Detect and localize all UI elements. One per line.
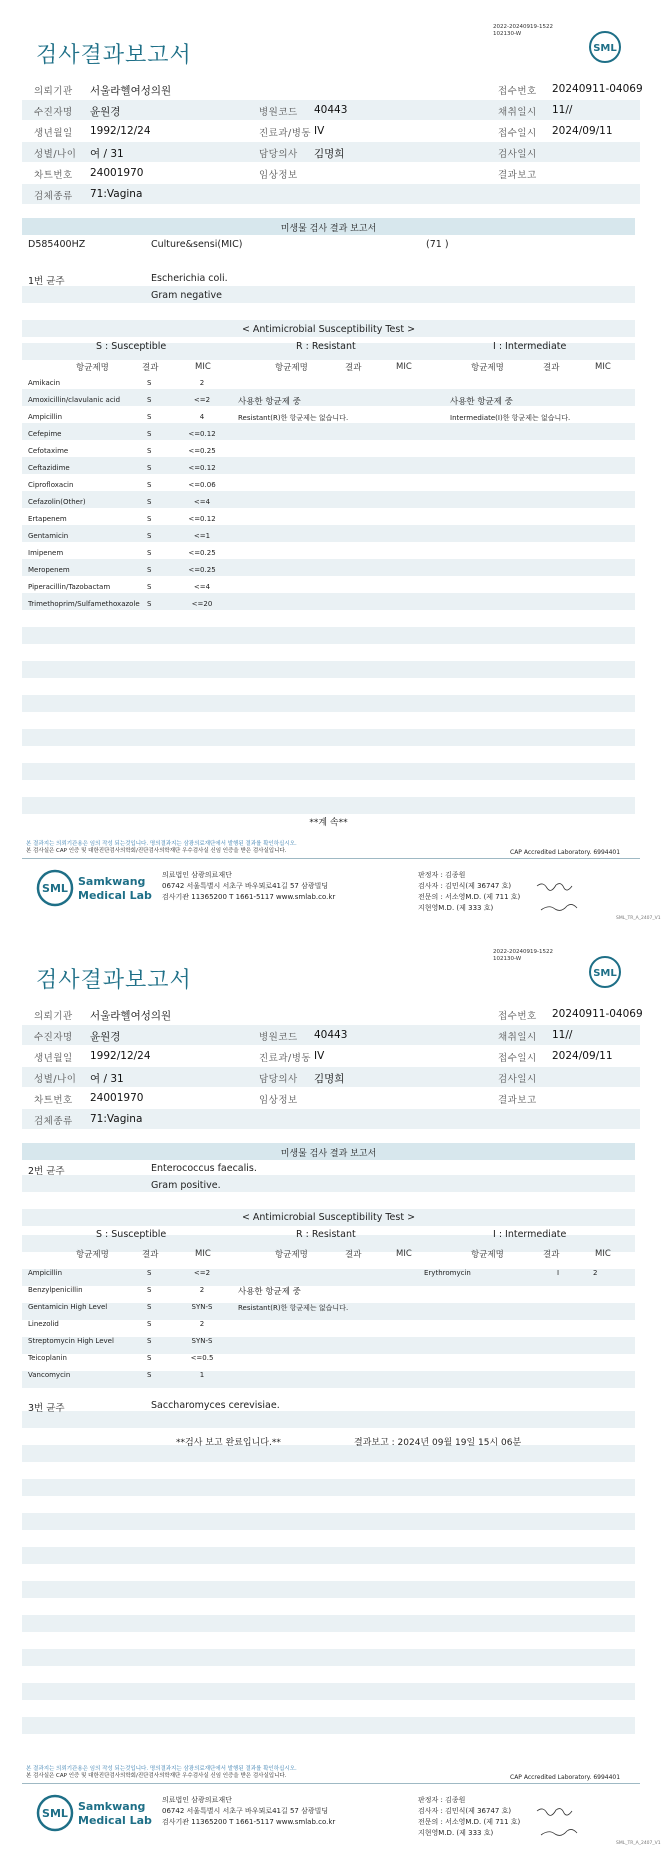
resistant-note: Resistant(R)한 항균제는 없습니다. bbox=[238, 414, 349, 422]
svg-text:SML: SML bbox=[593, 43, 617, 54]
recv-label: 접수일시 bbox=[498, 1053, 537, 1064]
ast-row-drug: Gentamicin High Level bbox=[28, 1303, 108, 1311]
address-line: 06742 서울특별시 서초구 바우뫼로41길 57 삼광빌딩 bbox=[162, 1807, 329, 1815]
doc-number-line-2: 102130-W bbox=[493, 31, 522, 37]
receipt-label: 접수번호 bbox=[498, 86, 537, 97]
col-result: 결과 bbox=[345, 363, 362, 373]
reporter-line: 판정자 : 김종원 bbox=[418, 1796, 466, 1804]
col-result: 결과 bbox=[142, 363, 159, 373]
ast-row-result: S bbox=[147, 515, 152, 523]
ast-row-drug: Amoxicillin/clavulanic acid bbox=[28, 396, 121, 404]
info-row-2 bbox=[22, 1025, 640, 1045]
continued-mark: **계 속** bbox=[309, 818, 348, 828]
ast-row-drug: Trimethoprim/Sulfamethoxazole bbox=[28, 600, 140, 608]
ast-row-drug: Ertapenem bbox=[28, 515, 67, 523]
legend-susceptible: S : Susceptible bbox=[96, 341, 167, 352]
specimen-label: 검체종류 bbox=[34, 1116, 73, 1127]
col-drug: 항균제명 bbox=[76, 1250, 109, 1260]
org-label: 의뢰기관 bbox=[34, 1011, 73, 1022]
test-method: Culture&sensi(MIC) bbox=[151, 239, 243, 250]
row-strip bbox=[22, 1615, 635, 1632]
legend-susceptible: S : Susceptible bbox=[96, 1229, 167, 1240]
doctor-value: 김명희 bbox=[314, 148, 345, 160]
ast-row-drug: Ceftazidime bbox=[28, 464, 70, 472]
svg-text:Samkwang: Samkwang bbox=[78, 1800, 146, 1813]
name-value: 윤원경 bbox=[90, 1031, 121, 1043]
document-number bbox=[493, 949, 553, 963]
report-heading: 미생물 검사 결과 보고서 bbox=[280, 224, 377, 234]
ast-row-result: S bbox=[147, 1320, 152, 1328]
row-strip bbox=[22, 1445, 635, 1462]
col-drug: 항균제명 bbox=[471, 1250, 504, 1260]
ast-row-mic: <=0.25 bbox=[188, 549, 216, 557]
ast-row-drug: Linezolid bbox=[28, 1320, 59, 1328]
col-result: 결과 bbox=[345, 1250, 362, 1260]
specimen-value: 71:Vagina bbox=[90, 1113, 143, 1125]
col-mic: MIC bbox=[396, 1249, 412, 1259]
recv-value: 2024/09/11 bbox=[552, 125, 613, 137]
doctor-label: 담당의사 bbox=[259, 1074, 298, 1085]
ast-row-drug: Cefepime bbox=[28, 430, 62, 438]
examiner-line: 검사자 : 김민식(제 36747 호) bbox=[418, 1807, 512, 1815]
result-report-time: 결과보고 : 2024년 09월 19일 15시 06분 bbox=[354, 1438, 522, 1448]
ast-row-result: S bbox=[147, 583, 152, 591]
col-mic: MIC bbox=[195, 362, 211, 372]
ast-title: < Antimicrobial Susceptibility Test > bbox=[241, 324, 416, 335]
svg-text:Medical Lab: Medical Lab bbox=[78, 1814, 152, 1827]
ast-row-result: S bbox=[147, 464, 152, 472]
col-drug: 항균제명 bbox=[275, 1250, 308, 1260]
ast-row-result: S bbox=[147, 447, 152, 455]
ast-row-result: S bbox=[147, 430, 152, 438]
org-value: 서울라헬여성의원 bbox=[90, 85, 172, 97]
organism-1-gram: Gram negative bbox=[151, 290, 222, 301]
address-line: 06742 서울특별시 서초구 바우뫼로41길 57 삼광빌딩 bbox=[162, 882, 329, 890]
ast-intermediate-drug: Erythromycin bbox=[424, 1269, 471, 1277]
reporter-line: 판정자 : 김종원 bbox=[418, 871, 466, 879]
ast-row-mic: <=2 bbox=[193, 396, 211, 404]
page-title: 검사결과보고서 bbox=[36, 43, 192, 68]
ast-row-result: S bbox=[147, 1371, 152, 1379]
ast-row-mic: <=0.25 bbox=[188, 566, 216, 574]
org-label: 의뢰기관 bbox=[34, 86, 73, 97]
row-strip bbox=[22, 423, 635, 440]
test-date-label: 검사일시 bbox=[498, 149, 537, 160]
ast-intermediate-result: I bbox=[557, 1269, 560, 1277]
info-row-2 bbox=[22, 100, 640, 120]
row-strip bbox=[22, 1547, 635, 1564]
ast-row-drug: Streptomycin High Level bbox=[28, 1337, 114, 1345]
svg-text:SML: SML bbox=[593, 968, 617, 979]
dob-value: 1992/12/24 bbox=[90, 125, 151, 137]
ast-row-mic: 1 bbox=[199, 1371, 205, 1379]
cap-accreditation: CAP Accredited Laboratory. 6994401 bbox=[510, 849, 621, 856]
ast-row-drug: Teicoplanin bbox=[28, 1354, 67, 1362]
row-strip bbox=[22, 1581, 635, 1598]
info-row-6 bbox=[22, 1109, 640, 1129]
ast-row-drug: Cefazolin(Other) bbox=[28, 498, 86, 506]
signatures bbox=[418, 870, 520, 914]
report-page-2 bbox=[0, 925, 661, 1850]
ast-row-mic: <=0.25 bbox=[188, 447, 216, 455]
doc-number-line-2: 102130-W bbox=[493, 956, 522, 962]
info-row-5 bbox=[22, 1088, 640, 1108]
row-strip bbox=[22, 1717, 635, 1734]
organism-3-label: 3번 균주 bbox=[28, 1403, 65, 1414]
clinical-label: 임상정보 bbox=[259, 1095, 298, 1106]
row-strip bbox=[22, 559, 635, 576]
result-date-label: 결과보고 bbox=[498, 1095, 537, 1106]
hosp-code-value: 40443 bbox=[314, 1029, 348, 1041]
ast-row-result: S bbox=[147, 532, 152, 540]
receipt-value: 20240911-04069 bbox=[552, 1008, 643, 1020]
ast-row-mic: 2 bbox=[199, 1286, 205, 1294]
ast-row-result: S bbox=[147, 1286, 152, 1294]
ast-row-drug: Imipenem bbox=[28, 549, 64, 557]
row-strip bbox=[22, 491, 635, 508]
dob-value: 1992/12/24 bbox=[90, 1050, 151, 1062]
ast-row-result: S bbox=[147, 1337, 152, 1345]
recv-value: 2024/09/11 bbox=[552, 1050, 613, 1062]
specialist-line-2: 지현영M.D. (제 333 호) bbox=[418, 1829, 494, 1837]
ast-row-drug: Piperacillin/Tazobactam bbox=[28, 583, 111, 591]
organism-2-name: Enterococcus faecalis. bbox=[151, 1163, 257, 1174]
ast-row-result: S bbox=[147, 549, 152, 557]
sex-value: 여 / 31 bbox=[90, 1073, 124, 1085]
dept-value: IV bbox=[314, 125, 325, 137]
organism-2-label: 2번 균주 bbox=[28, 1166, 65, 1177]
contact-line: 검사기관 11365200 T 1661-5117 www.smlab.co.kr bbox=[162, 1818, 336, 1826]
ast-row-result: S bbox=[147, 379, 152, 387]
col-drug: 항균제명 bbox=[275, 363, 308, 373]
organism-3-name: Saccharomyces cerevisiae. bbox=[151, 1400, 280, 1411]
footer-note-1: 본 결과지는 의뢰기관용은 임의 작성 되는것입니다. 명의결과지는 삼광의료재단에서 발행된 결과를 확인하십시오. bbox=[26, 1766, 297, 1772]
row-strip bbox=[22, 1479, 635, 1496]
ast-row-result: S bbox=[147, 1303, 152, 1311]
ast-row-drug: Ampicillin bbox=[28, 413, 63, 421]
doctor-value: 김명희 bbox=[314, 1073, 345, 1085]
report-complete: **검사 보고 완료입니다.** bbox=[176, 1438, 281, 1448]
form-code: SML_TR_A_2407_V1 bbox=[616, 1841, 661, 1846]
collect-value: 11// bbox=[552, 104, 573, 116]
info-row-3 bbox=[22, 1046, 640, 1066]
ast-row-mic: 2 bbox=[199, 1320, 205, 1328]
svg-text:Medical Lab: Medical Lab bbox=[78, 889, 152, 902]
info-row-5 bbox=[22, 163, 640, 183]
organism-2-gram: Gram positive. bbox=[151, 1180, 221, 1191]
row-strip bbox=[22, 661, 635, 678]
org-value: 서울라헬여성의원 bbox=[90, 1010, 172, 1022]
report-heading: 미생물 검사 결과 보고서 bbox=[280, 1149, 377, 1159]
collect-label: 채취일시 bbox=[498, 107, 537, 118]
examiner-line: 검사자 : 김민식(제 36747 호) bbox=[418, 882, 512, 890]
doc-number-line-1: 2022-20240919-1522 bbox=[493, 24, 553, 30]
col-drug: 항균제명 bbox=[76, 363, 109, 373]
legend-resistant: R : Resistant bbox=[296, 1229, 356, 1240]
test-code: D585400HZ bbox=[28, 239, 86, 250]
legend-intermediate: I : Intermediate bbox=[493, 341, 567, 352]
ast-row-mic: <=0.12 bbox=[188, 464, 216, 472]
ast-row-mic: <=4 bbox=[193, 498, 211, 506]
info-row-6 bbox=[22, 184, 640, 204]
row-strip bbox=[22, 1683, 635, 1700]
hosp-code-value: 40443 bbox=[314, 104, 348, 116]
ast-row-mic: <=20 bbox=[191, 600, 213, 608]
ast-row-result: S bbox=[147, 1269, 152, 1277]
signature-icon bbox=[535, 880, 595, 919]
name-label: 수진자명 bbox=[34, 107, 73, 118]
row-strip bbox=[22, 1175, 635, 1192]
foundation-name: 의료법인 삼광의료재단 bbox=[162, 1796, 232, 1804]
clinical-label: 임상정보 bbox=[259, 170, 298, 181]
foundation-name: 의료법인 삼광의료재단 bbox=[162, 871, 232, 879]
specialist-line-1: 전문의 : 서소영M.D. (제 711 호) bbox=[418, 1818, 521, 1826]
specimen-value: 71:Vagina bbox=[90, 188, 143, 200]
dept-label: 진료과/병동 bbox=[259, 128, 312, 139]
samkwang-logo-icon bbox=[36, 868, 156, 911]
sex-label: 성별/나이 bbox=[34, 149, 77, 160]
ast-row-drug: Ciprofloxacin bbox=[28, 481, 74, 489]
row-strip bbox=[22, 1269, 635, 1286]
ast-row-result: S bbox=[147, 600, 152, 608]
info-row-4 bbox=[22, 1067, 640, 1087]
ast-row-mic: <=0.5 bbox=[190, 1354, 214, 1362]
sml-logo-icon bbox=[588, 30, 622, 67]
col-result: 결과 bbox=[142, 1250, 159, 1260]
row-strip bbox=[22, 1513, 635, 1530]
dept-value: IV bbox=[314, 1050, 325, 1062]
name-label: 수진자명 bbox=[34, 1032, 73, 1043]
ast-row-drug: Benzylpenicillin bbox=[28, 1286, 83, 1294]
ast-row-mic: SYN-S bbox=[191, 1337, 213, 1345]
ast-row-result: S bbox=[147, 498, 152, 506]
ast-row-mic: <=4 bbox=[193, 583, 211, 591]
intermediate-note: Intermediate(I)한 항균제는 없습니다. bbox=[450, 414, 571, 422]
col-drug: 항균제명 bbox=[471, 363, 504, 373]
col-mic: MIC bbox=[195, 1249, 211, 1259]
ast-row-drug: Meropenem bbox=[28, 566, 70, 574]
ast-row-drug: Cefotaxime bbox=[28, 447, 69, 455]
form-code: SML_TR_A_2407_V1 bbox=[616, 916, 661, 921]
row-strip bbox=[22, 1649, 635, 1666]
row-strip bbox=[22, 695, 635, 712]
ast-row-drug: Gentamicin bbox=[28, 532, 69, 540]
doc-number-line-1: 2022-20240919-1522 bbox=[493, 949, 553, 955]
ast-row-mic: SYN-S bbox=[191, 1303, 213, 1311]
page-title: 검사결과보고서 bbox=[36, 968, 192, 993]
sex-label: 성별/나이 bbox=[34, 1074, 77, 1085]
ast-row-mic: <=2 bbox=[193, 1269, 211, 1277]
doctor-label: 담당의사 bbox=[259, 149, 298, 160]
info-row-1 bbox=[22, 79, 643, 99]
row-strip bbox=[22, 525, 635, 542]
recv-label: 접수일시 bbox=[498, 128, 537, 139]
footer-note-2: 본 검사실은 CAP 인증 및 대한진단검사의학회/진단검사의학재단 우수검사실 신임 인증을 받은 검사실입니다. bbox=[26, 1773, 287, 1779]
hosp-code-label: 병원코드 bbox=[259, 107, 298, 118]
specialist-line-1: 전문의 : 서소영M.D. (제 711 호) bbox=[418, 893, 521, 901]
lab-address bbox=[162, 1795, 335, 1828]
receipt-value: 20240911-04069 bbox=[552, 83, 643, 95]
samkwang-logo-icon bbox=[36, 1793, 156, 1836]
lab-address bbox=[162, 870, 335, 903]
row-strip bbox=[22, 797, 635, 814]
chart-label: 차트번호 bbox=[34, 1095, 73, 1106]
footer-note-2: 본 검사실은 CAP 인증 및 대한진단검사의학회/진단검사의학재단 우수검사실 신임 인증을 받은 검사실입니다. bbox=[26, 848, 287, 854]
cap-accreditation: CAP Accredited Laboratory. 6994401 bbox=[510, 1774, 621, 1781]
ast-title: < Antimicrobial Susceptibility Test > bbox=[241, 1212, 416, 1223]
signatures bbox=[418, 1795, 520, 1839]
receipt-label: 접수번호 bbox=[498, 1011, 537, 1022]
ast-row-result: S bbox=[147, 413, 152, 421]
legend-intermediate: I : Intermediate bbox=[493, 1229, 567, 1240]
ast-row-result: S bbox=[147, 1354, 152, 1362]
sex-value: 여 / 31 bbox=[90, 148, 124, 160]
document-number bbox=[493, 24, 553, 38]
test-code-number: (71 ) bbox=[426, 239, 449, 250]
row-strip bbox=[22, 1411, 635, 1428]
col-result: 결과 bbox=[543, 1250, 560, 1260]
collect-value: 11// bbox=[552, 1029, 573, 1041]
dob-label: 생년월일 bbox=[34, 128, 73, 139]
row-strip bbox=[22, 457, 635, 474]
ast-row-mic: 4 bbox=[199, 413, 205, 421]
resistant-note-heading: 사용한 항균제 중 bbox=[238, 1287, 301, 1297]
collect-label: 채취일시 bbox=[498, 1032, 537, 1043]
info-row-3 bbox=[22, 121, 640, 141]
ast-row-mic: <=0.06 bbox=[188, 481, 216, 489]
ast-row-result: S bbox=[147, 566, 152, 574]
info-row-1 bbox=[22, 1004, 643, 1024]
ast-row-drug: Vancomycin bbox=[28, 1371, 71, 1379]
specimen-label: 검체종류 bbox=[34, 191, 73, 202]
organism-1-name: Escherichia coli. bbox=[151, 273, 228, 284]
intermediate-note-heading: 사용한 항균제 중 bbox=[450, 397, 513, 407]
result-date-label: 결과보고 bbox=[498, 170, 537, 181]
svg-text:Samkwang: Samkwang bbox=[78, 875, 146, 888]
dob-label: 생년월일 bbox=[34, 1053, 73, 1064]
row-strip bbox=[22, 729, 635, 746]
svg-text:SML: SML bbox=[42, 882, 68, 895]
dept-label: 진료과/병동 bbox=[259, 1053, 312, 1064]
legend-resistant: R : Resistant bbox=[296, 341, 356, 352]
ast-row-mic: 2 bbox=[199, 379, 205, 387]
test-date-label: 검사일시 bbox=[498, 1074, 537, 1085]
col-mic: MIC bbox=[396, 362, 412, 372]
chart-value: 24001970 bbox=[90, 167, 144, 179]
signature-icon bbox=[535, 1805, 595, 1844]
info-row-4 bbox=[22, 142, 640, 162]
ast-row-drug: Amikacin bbox=[28, 379, 61, 387]
row-strip bbox=[22, 1371, 635, 1388]
ast-row-mic: <=0.12 bbox=[188, 430, 216, 438]
organism-1-label: 1번 균주 bbox=[28, 276, 65, 287]
footer-note-1: 본 결과지는 의뢰기관용은 임의 작성 되는것입니다. 명의결과지는 삼광의료재단에서 발행된 결과를 확인하십시오. bbox=[26, 841, 297, 847]
col-mic: MIC bbox=[595, 1249, 611, 1259]
sml-logo-icon bbox=[588, 955, 622, 992]
resistant-note-heading: 사용한 항균제 중 bbox=[238, 397, 301, 407]
row-strip bbox=[22, 286, 635, 303]
chart-value: 24001970 bbox=[90, 1092, 144, 1104]
ast-row-mic: <=1 bbox=[193, 532, 211, 540]
row-strip bbox=[22, 763, 635, 780]
col-result: 결과 bbox=[543, 363, 560, 373]
ast-row-drug: Ampicillin bbox=[28, 1269, 63, 1277]
contact-line: 검사기관 11365200 T 1661-5117 www.smlab.co.kr bbox=[162, 893, 336, 901]
footer-divider bbox=[22, 1783, 640, 1784]
ast-intermediate-mic: 2 bbox=[593, 1269, 598, 1277]
row-strip bbox=[22, 627, 635, 644]
chart-label: 차트번호 bbox=[34, 170, 73, 181]
resistant-note: Resistant(R)한 항균제는 없습니다. bbox=[238, 1304, 349, 1312]
svg-text:SML: SML bbox=[42, 1807, 68, 1820]
ast-row-mic: <=0.12 bbox=[188, 515, 216, 523]
specialist-line-2: 지현영M.D. (제 333 호) bbox=[418, 904, 494, 912]
footer-divider bbox=[22, 858, 640, 859]
ast-row-result: S bbox=[147, 396, 152, 404]
ast-row-result: S bbox=[147, 481, 152, 489]
col-mic: MIC bbox=[595, 362, 611, 372]
hosp-code-label: 병원코드 bbox=[259, 1032, 298, 1043]
name-value: 윤원경 bbox=[90, 106, 121, 118]
